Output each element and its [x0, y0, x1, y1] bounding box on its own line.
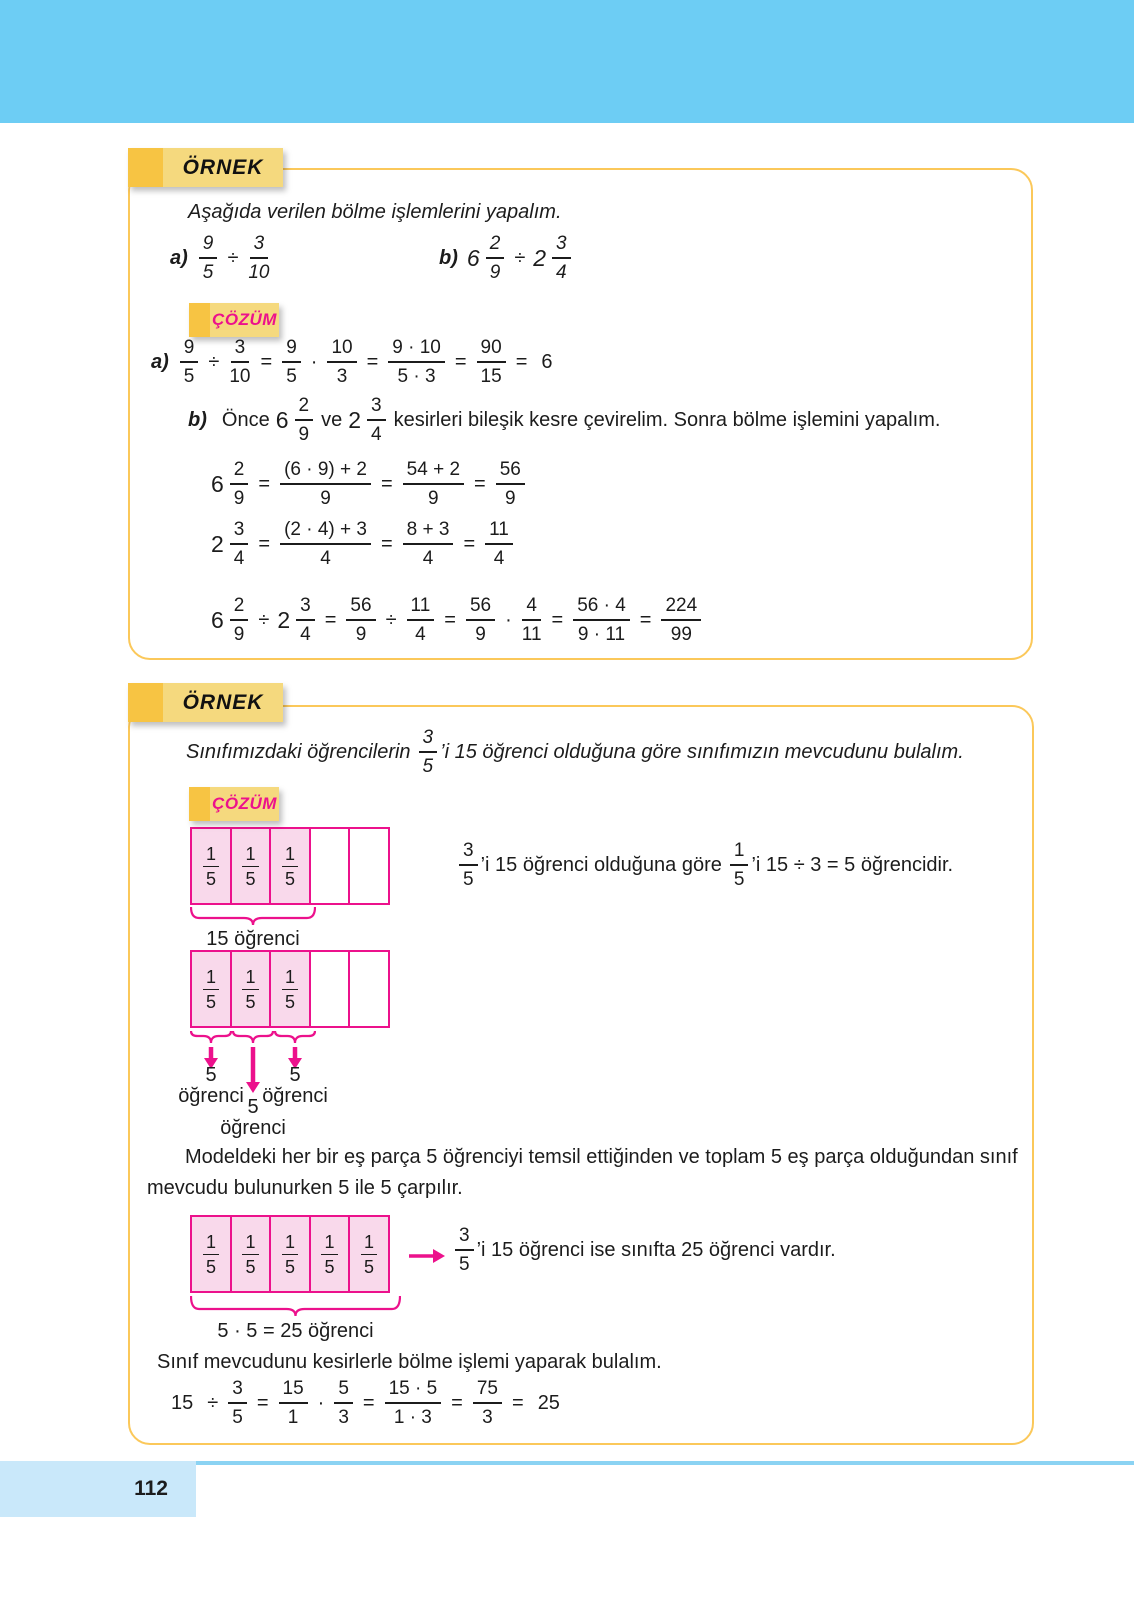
fraction: $\frac{1}{5}$	[242, 845, 258, 888]
cozum-label: ÇÖZÜM	[212, 794, 277, 813]
fraction: $\frac{3}{4}$	[367, 396, 386, 444]
mixed-number: 6 $\frac{2}{9}$	[467, 234, 506, 282]
tab-fold	[128, 148, 163, 187]
fraction: $\frac{9}{5}$	[282, 338, 301, 386]
cozum-tab-2	[189, 787, 279, 821]
problem-b: b) 6 $\frac{2}{9}$ ÷ 2 $\frac{3}{4}$	[439, 234, 573, 282]
solution-a-equation: a) $\frac{9}{5}$ ÷ $\frac{3}{10}$ = $\frac{9}{5}$ · $\frac{10}{3}$ = $\frac{9 \cdot 10}{5 \cdot 3}$ = $\frac{90}{15}$ = 6	[151, 337, 553, 387]
fraction: $\frac{1}{5}$	[282, 1233, 298, 1276]
fraction: $\frac{1}{5}$	[203, 845, 219, 888]
fraction: $\frac{2}{9}$	[486, 234, 505, 282]
fraction: $\frac{224}{99}$	[661, 596, 701, 644]
final-equation: 15 ÷ $\frac{3}{5}$ = $\frac{15}{1}$ · $\frac{5}{3}$ = $\frac{15 \cdot 5}{1 \cdot 3}$ = $\frac{75}{3}$ = 25	[171, 1378, 560, 1428]
underbrace-icon	[274, 1031, 316, 1045]
footer-rule	[196, 1461, 1134, 1465]
fraction: $\frac{9}{5}$	[180, 338, 199, 386]
fraction: $\frac{56}{9}$	[496, 460, 525, 508]
example-box-2	[128, 705, 1034, 1445]
fraction: $\frac{9}{5}$	[199, 234, 218, 282]
fraction: $\frac{3}{5}$	[459, 841, 478, 889]
fraction: $\frac{1}{5}$	[242, 968, 258, 1011]
mixed-number: 6 $\frac{2}{9}$	[276, 396, 315, 444]
fraction: $\frac{90}{15}$	[477, 338, 506, 386]
fraction: $\frac{54 + 2}{9}$	[403, 460, 464, 508]
model-cell-empty	[348, 827, 390, 905]
note-five-students: $\frac{3}{5}$ ’i 15 öğrenci olduğuna göre $\frac{1}{5}$ ’i 15 ÷ 3 = 5 öğrencidir.	[457, 841, 959, 889]
arrow-label-right: 5 öğrenci	[262, 1064, 328, 1107]
model-cell-empty	[348, 950, 390, 1028]
model-cell-empty	[309, 950, 351, 1028]
ornek-label: ÖRNEK	[182, 155, 264, 179]
arrow-label-middle: 5 öğrenci	[220, 1096, 286, 1139]
fraction: $\frac{1}{5}$	[282, 845, 298, 888]
fraction: $\frac{(2 \cdot 4) + 3}{4}$	[280, 520, 371, 568]
tab-fold	[128, 683, 163, 722]
model-cell-filled	[230, 950, 272, 1028]
example2-intro: Sınıfımızdaki öğrencilerin $\frac{3}{5}$ ’i 15 öğrenci olduğuna göre sınıfımızın mevcudunu bulalım.	[186, 727, 964, 777]
tab-fold	[189, 787, 210, 821]
problem-a: a) $\frac{9}{5}$ ÷ $\frac{3}{10}$	[170, 233, 270, 283]
mixed-number: 6 $\frac{2}{9}$	[211, 596, 250, 644]
fraction: $\frac{1}{5}$	[321, 1233, 337, 1276]
fraction: $\frac{1}{5}$	[730, 841, 749, 889]
fraction: $\frac{1}{5}$	[282, 968, 298, 1011]
cozum-label: ÇÖZÜM	[212, 310, 277, 329]
fraction: $\frac{3}{5}$	[455, 1226, 474, 1274]
fraction: $\frac{9 \cdot 10}{5 \cdot 3}$	[388, 338, 445, 386]
underbrace-icon	[190, 907, 316, 927]
underbrace-icon	[190, 1296, 401, 1318]
closing-sentence: Sınıf mevcudunu kesirlerle bölme işlemi yaparak bulalım.	[157, 1351, 662, 1373]
fraction: $\frac{56}{9}$	[346, 596, 375, 644]
fraction: $\frac{3}{10}$	[229, 337, 251, 387]
fraction-model-1	[190, 827, 390, 905]
model-cell-filled	[269, 827, 311, 905]
fraction: $\frac{1}{5}$	[203, 1233, 219, 1276]
model-cell-filled	[348, 1215, 390, 1293]
fraction: $\frac{1}{5}$	[203, 968, 219, 1011]
mixed-number: 6 $\frac{2}{9}$	[211, 460, 250, 508]
fraction: $\frac{3}{4}$	[552, 234, 571, 282]
fraction: $\frac{15}{1}$	[279, 1379, 308, 1427]
fraction-model-2	[190, 950, 390, 1028]
model-cell-filled	[269, 1215, 311, 1293]
example1-intro: Aşağıda verilen bölme işlemlerini yapalım.	[188, 201, 562, 223]
fraction: $\frac{5}{3}$	[334, 1379, 353, 1427]
underbrace-icon	[190, 1031, 232, 1045]
fraction: $\frac{56}{9}$	[466, 596, 495, 644]
top-band	[0, 0, 1134, 123]
underbrace-icon	[232, 1031, 274, 1045]
model-cell-filled	[230, 1215, 272, 1293]
fraction: $\frac{10}{3}$	[327, 338, 356, 386]
mixed-number: 2 $\frac{3}{4}$	[533, 234, 572, 282]
model1-brace-label: 15 öğrenci	[206, 928, 300, 950]
explanation-paragraph: Modeldeki her bir eş parça 5 öğrenciyi temsil ettiğinden ve toplam 5 eş parça olduğundan sınıf mevcudu bulunurken 5 ile 5 çarpılır.	[147, 1146, 1018, 1199]
fraction: $\frac{3}{10}$	[248, 233, 270, 283]
fraction: $\frac{(6 \cdot 9) + 2}{9}$	[280, 460, 371, 508]
model-cell-filled	[190, 950, 232, 1028]
cozum-tab-1	[189, 303, 279, 337]
ornek-tab-2	[128, 683, 283, 722]
fraction: $\frac{3}{4}$	[230, 520, 249, 568]
fraction: $\frac{1}{5}$	[242, 1233, 258, 1276]
model-cell-filled	[309, 1215, 351, 1293]
fraction: $\frac{2}{9}$	[230, 460, 249, 508]
arrow-label-left: 5 öğrenci	[178, 1064, 244, 1107]
mixed-number: 2 $\frac{3}{4}$	[348, 396, 387, 444]
equation-mixed-1: 6 $\frac{2}{9}$ = $\frac{(6 \cdot 9) + 2}{9}$ = $\frac{54 + 2}{9}$ = $\frac{56}{9}$	[211, 460, 527, 508]
equation-mixed-2: 2 $\frac{3}{4}$ = $\frac{(2 \cdot 4) + 3}{4}$ = $\frac{8 + 3}{4}$ = $\frac{11}{4}$	[211, 520, 515, 568]
page-number: 112	[134, 1477, 168, 1500]
fraction: $\frac{11}{4}$	[407, 596, 435, 644]
page-number-band	[0, 1461, 196, 1517]
fraction-model-3	[190, 1215, 390, 1293]
note-25-students: $\frac{3}{5}$ ’i 15 öğrenci ise sınıfta 25 öğrenci vardır.	[453, 1226, 842, 1274]
fraction: $\frac{2}{9}$	[295, 396, 314, 444]
fraction: $\frac{75}{3}$	[473, 1379, 502, 1427]
fraction: $\frac{3}{5}$	[228, 1379, 247, 1427]
equation-division: 6 $\frac{2}{9}$ ÷ 2 $\frac{3}{4}$ = $\frac{56}{9}$ ÷ $\frac{11}{4}$ = $\frac{56}{9}$ · $\frac{4}{11}$ = $\frac{56 \cdot 4}{9 \cdot 11}$ = $\frac{224}{99}$	[211, 596, 703, 644]
model-cell-filled	[269, 950, 311, 1028]
fraction: $\frac{56 \cdot 4}{9 \cdot 11}$	[573, 596, 630, 644]
fraction: $\frac{4}{11}$	[521, 595, 542, 645]
solution-b-intro: b) Önce 6 $\frac{2}{9}$ ve 2 $\frac{3}{4}$ kesirleri bileşik kesre çevirelim. Sonra bölme işlemini yapalım.	[188, 395, 941, 445]
right-arrow-icon	[408, 1248, 446, 1264]
fraction: $\frac{15 \cdot 5}{1 \cdot 3}$	[385, 1379, 442, 1427]
mixed-number: 2 $\frac{3}{4}$	[211, 520, 250, 568]
model-cell-filled	[190, 827, 232, 905]
fraction: $\frac{11}{4}$	[485, 520, 513, 568]
model-cell-filled	[230, 827, 272, 905]
example-box-1	[128, 168, 1033, 660]
tab-fold	[189, 303, 210, 337]
ornek-label: ÖRNEK	[182, 690, 264, 714]
mixed-number: 2 $\frac{3}{4}$	[277, 596, 316, 644]
fraction: $\frac{8 + 3}{4}$	[403, 520, 454, 568]
fraction: $\frac{3}{5}$	[419, 728, 438, 776]
fraction: $\frac{1}{5}$	[361, 1233, 377, 1276]
fraction: $\frac{2}{9}$	[230, 596, 249, 644]
model-cell-filled	[190, 1215, 232, 1293]
ornek-tab-1	[128, 148, 283, 187]
fraction: $\frac{3}{4}$	[296, 596, 315, 644]
model3-brace-label: 5 · 5 = 25 öğrenci	[217, 1320, 374, 1342]
model-cell-empty	[309, 827, 351, 905]
